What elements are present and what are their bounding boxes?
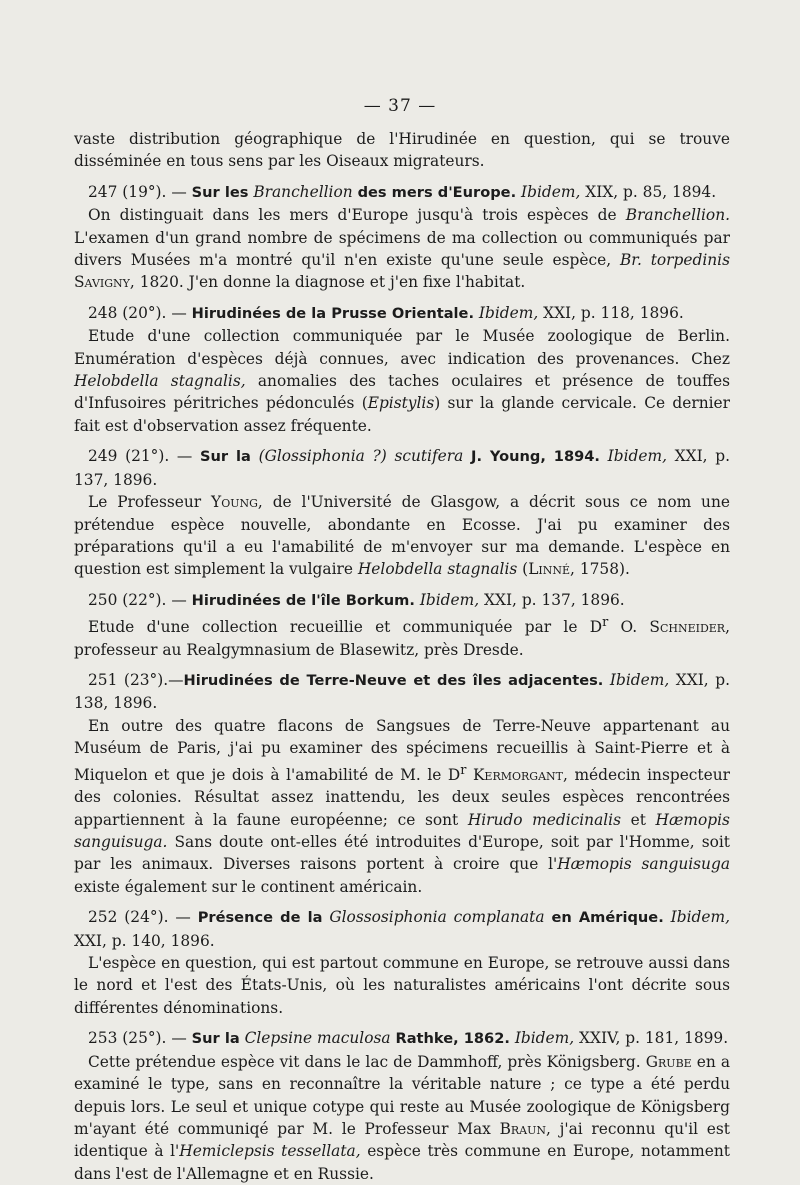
entry-number: 250 (22°). — — [88, 590, 187, 609]
entry-body: Etude d'une collection communiquée par le Musée zoologique de Berlin. Enumération d'espèces déjà connues, avec indication des provenances. Chez Helobdella stagnalis, anomalies des taches oculaires et présence de touffes d'Infusoires péritriches pédonculés (Epistylis) sur la glande cervicale. Ce dernier fait est d'observation assez fréquente. — [74, 327, 730, 435]
entry-title: Sur la — [191, 1030, 240, 1048]
entry-number: 249 (21°). — — [88, 447, 193, 466]
entry-heading — [74, 589, 730, 612]
entry-253 — [74, 1027, 730, 1185]
page-content — [74, 128, 730, 1185]
entry-title: Sur la — [200, 448, 251, 466]
entry-252 — [74, 906, 730, 1019]
entry-heading — [74, 906, 730, 952]
entry-number: 248 (20°). — — [88, 303, 187, 322]
entry-ref-ibidem: Ibidem, — [609, 671, 670, 690]
entry-ref-ibidem: Ibidem, — [478, 303, 539, 322]
entry-250 — [74, 589, 730, 661]
entry-title-italic: (Glossiphonia ?) scutifera — [258, 447, 464, 466]
entry-body: L'espèce en question, qui est partout commune en Europe, se retrouve aussi dans le nord et l'est des États-Unis, où les naturalistes américains l'ont décrite sous différentes dénominations. — [74, 954, 730, 1017]
entry-ref-ibidem: Ibidem, — [419, 590, 480, 609]
entry-title: Présence de la — [197, 909, 323, 927]
entry-title-italic: Glossosiphonia complanata — [329, 908, 545, 927]
entry-heading — [74, 445, 730, 491]
entry-title: en Amérique. — [551, 909, 664, 927]
entry-title: Hirudinées de la Prusse Orientale. — [191, 304, 474, 322]
entry-ref-ibidem: Ibidem, — [521, 182, 581, 201]
entry-number: 253 (25°). — — [88, 1029, 187, 1048]
entry-body: On distinguait dans les mers d'Europe jusqu'à trois espèces de Branchellion. L'examen d'un grand nombre de spécimens de ma collection ou communiqués par divers Musées m'a montré qu'il n'en existe qu'une seule espèce, Br. torpedinis Savigny, 1820. J'en donne la diagnose et j'en fixe l'habitat. — [74, 206, 730, 292]
entry-title: Sur les — [191, 183, 249, 201]
entry-number: 252 (24°). — — [88, 908, 191, 927]
entry-title: Rathke, 1862. — [395, 1030, 510, 1048]
entry-heading — [74, 1027, 730, 1050]
entry-body: Etude d'une collection recueillie et communiquée par le $D^r$ O. Schneider, professeur au Realgymnasium de Blasewitz, près Dresde. — [74, 615, 730, 659]
entry-title: des mers d'Europe. — [357, 183, 517, 201]
entry-title-italic: Branchellion — [253, 182, 353, 201]
entry-ref-ibidem: Ibidem, — [607, 447, 667, 466]
entry-title: Hirudinées de Terre-Neuve et des îles adjacentes. — [183, 672, 604, 690]
entry-body: Le Professeur Young, de l'Université de Glasgow, a décrit sous ce nom une prétendue espèce nouvelle, abondante en Ecosse. J'ai pu examiner des préparations qu'il a eu l'amabilité de m'envoyer sur ma demande. L'espèce en question est simplement la vulgaire Helobdella stagnalis (Linné, 1758). — [74, 493, 730, 579]
entry-reference: XIX, p. 85, 1894. — [585, 182, 717, 201]
entry-title: Hirudinées de l'île Borkum. — [191, 591, 415, 609]
entry-reference: XXI, p. 138, 1896. — [74, 671, 730, 713]
entry-reference: XXI, p. 137, 1896. — [484, 590, 625, 609]
entry-title-italic: Clepsine maculosa — [244, 1029, 391, 1048]
entry-reference: XXI, p. 118, 1896. — [543, 303, 684, 322]
entry-ref-ibidem: Ibidem, — [514, 1029, 575, 1048]
page-number: — 37 — — [363, 96, 437, 116]
entry-heading — [74, 669, 730, 715]
intro-paragraph: vaste distribution géographique de l'Hirudinée en question, qui se trouve disséminée en tous sens par les Oiseaux migrateurs. — [74, 130, 730, 171]
entry-reference: XXI, p. 137, 1896. — [74, 447, 730, 489]
entry-251 — [74, 669, 730, 898]
entry-title: J. Young, 1894. — [471, 448, 600, 466]
entry-heading — [74, 302, 730, 325]
entry-number: 251 (23°).— — [88, 671, 184, 690]
entry-247 — [74, 181, 730, 294]
entry-body: En outre des quatre flacons de Sangsues de Terre-Neuve appartenant au Muséum de Paris, j'ai pu examiner des spécimens recueillis à Saint-Pierre et à Miquelon et que je dois à l'amabilité de M. le $D^r$ Kermorgant, médecin inspecteur des colonies. Résultat assez inattendu, les deux seules espèces rencontrées appartiennent à la faune européenne; ce sont Hirudo medicinalis et Hæmopis sanguisuga. Sans doute ont-elles été introduites d'Europe, soit par l'Homme, soit par les animaux. Diverses raisons portent à croire que l'Hæmopis sanguisuga existe également sur le continent américain. — [74, 716, 731, 896]
entry-body: Cette prétendue espèce vit dans le lac de Dammhoff, près Königsberg. Grube en a examiné le type, sans en reconnaître la véritable nature ; ce type a été perdu depuis lors. Le seul et unique cotype qui reste au Musée zoologique de Königsberg m'ayant été communiqé par M. le Professeur Max Braun, j'ai reconnu qu'il est identique à l'Hemiclepsis tessellata, espèce très commune en Europe, notamment dans l'est de l'Allemagne et en Russie. — [74, 1052, 730, 1183]
entry-heading — [74, 181, 730, 204]
entry-ref-ibidem: Ibidem, — [670, 908, 730, 927]
entry-248 — [74, 302, 730, 437]
entry-reference: XXIV, p. 181, 1899. — [579, 1029, 729, 1048]
entry-number: 247 (19°). — — [88, 182, 187, 201]
entry-249 — [74, 445, 730, 580]
entry-reference: XXI, p. 140, 1896. — [74, 931, 215, 950]
